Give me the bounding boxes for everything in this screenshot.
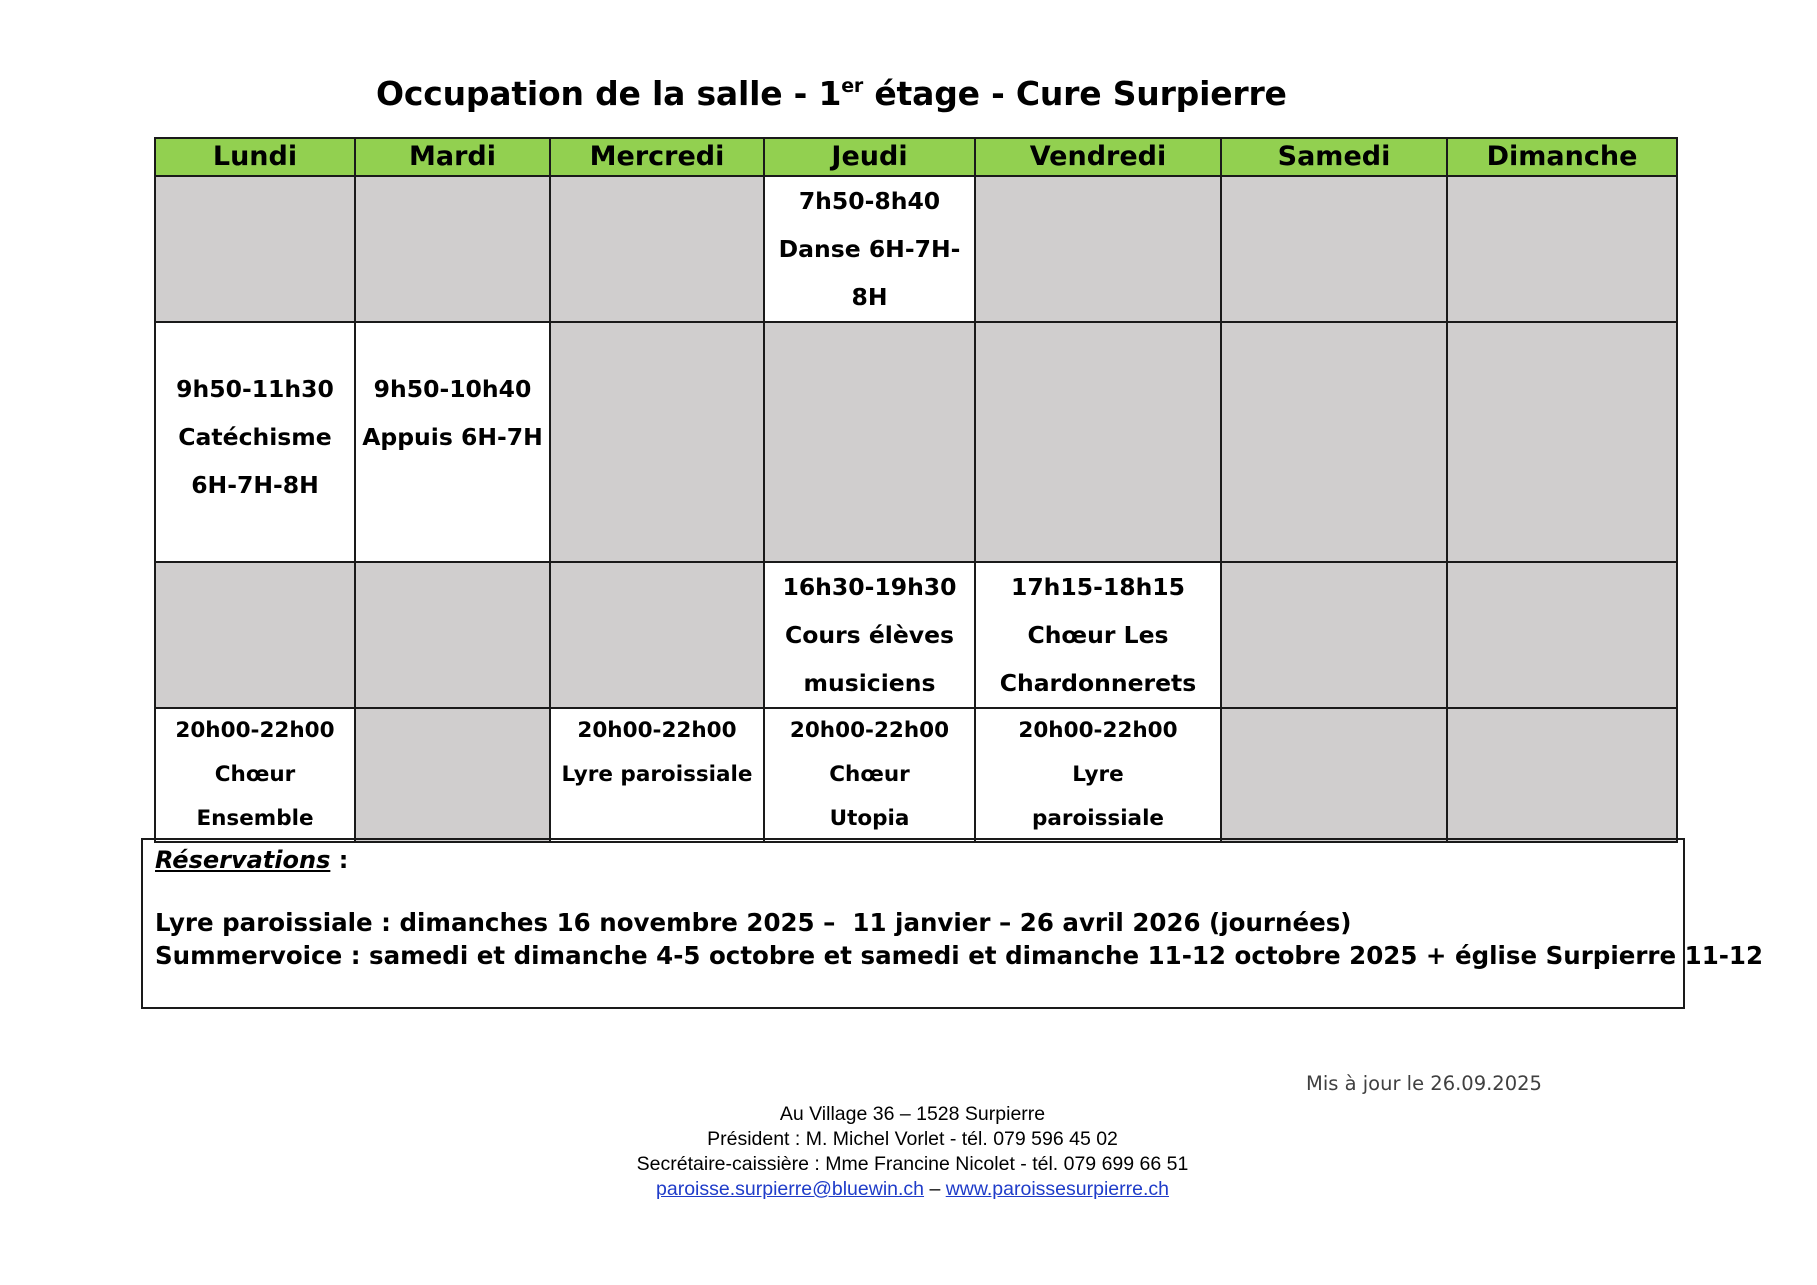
slot-line: Lyre (1072, 762, 1124, 787)
slot-line: paroissiale (1031, 806, 1165, 831)
slot-line: Chœur (829, 762, 910, 787)
day-header: Mardi (355, 138, 550, 176)
schedule-slot (764, 562, 975, 708)
slot-line: musiciens (803, 669, 936, 697)
empty-slot (1221, 562, 1447, 708)
empty-slot (1447, 322, 1677, 562)
slot-content (356, 323, 549, 561)
slot-line: Catéchisme (178, 423, 332, 451)
slot-content (976, 709, 1220, 841)
empty-slot (1221, 176, 1447, 322)
empty-slot (1447, 562, 1677, 708)
schedule-slot (155, 708, 355, 842)
day-header: Vendredi (975, 138, 1221, 176)
schedule-slot (764, 708, 975, 842)
slot-line: Danse 6H-7H- (778, 235, 961, 263)
schedule-slot (355, 322, 550, 562)
day-header: Samedi (1221, 138, 1447, 176)
schedule-row (155, 322, 1677, 562)
day-header-row (155, 138, 1677, 176)
reservations-box (141, 838, 1764, 1009)
day-header: Dimanche (1447, 138, 1677, 176)
empty-slot (1221, 322, 1447, 562)
slot-line: 17h15-18h15 (1010, 573, 1186, 601)
slot-line: 20h00-22h00 (1018, 718, 1178, 743)
slot-line: Cours élèves (784, 621, 955, 649)
website-link[interactable]: www.paroissesurpierre.ch (945, 1178, 1169, 1200)
slot-line: Chardonnerets (999, 669, 1197, 697)
schedule-slot (155, 322, 355, 562)
footer-president: Président : M. Michel Vorlet - tél. 079 596 45 02 (707, 1128, 1118, 1150)
slot-line: Chœur Les (1027, 621, 1169, 649)
schedule-row (155, 562, 1677, 708)
last-updated: Mis à jour le 26.09.2025 (1306, 1072, 1542, 1095)
slot-content (156, 709, 354, 841)
slot-line: Utopia (829, 806, 910, 831)
empty-slot (550, 322, 764, 562)
slot-content (156, 323, 354, 561)
reservations-heading: Réservations : (155, 846, 349, 874)
reservation-line: Summervoice : samedi et dimanche 4-5 octobre et samedi et dimanche 11-12 octobre 2025 + église Surpierre 11-12 (155, 941, 1764, 970)
slot-line: 20h00-22h00 (789, 718, 950, 743)
schedule-row (155, 708, 1677, 842)
schedule-table (154, 137, 1678, 843)
slot-line: 20h00-22h00 (577, 718, 737, 743)
slot-content (765, 177, 974, 321)
empty-slot (355, 562, 550, 708)
slot-line: 9h50-10h40 (373, 375, 532, 403)
schedule-slot (975, 708, 1221, 842)
schedule-slot (975, 562, 1221, 708)
empty-slot (1221, 708, 1447, 842)
slot-line: 9h50-11h30 (176, 375, 334, 403)
footer (0, 1102, 1817, 1202)
slot-line: Chœur (214, 762, 296, 787)
schedule-slot (764, 176, 975, 322)
slot-content (765, 709, 974, 841)
empty-slot (764, 322, 975, 562)
slot-line: 8H (851, 283, 888, 311)
empty-slot (355, 708, 550, 842)
reservation-line: Lyre paroissiale : dimanches 16 novembre 2025 – 11 janvier – 26 avril 2026 (journées) (155, 908, 1352, 937)
day-header: Mercredi (550, 138, 764, 176)
slot-line: Appuis 6H-7H (362, 423, 543, 451)
empty-slot (155, 176, 355, 322)
page-title: Occupation de la salle - 1er étage - Cure Surpierre (376, 74, 1287, 113)
schedule-row (155, 176, 1677, 322)
empty-slot (975, 176, 1221, 322)
slot-content (551, 709, 763, 841)
slot-line: 7h50-8h40 (798, 187, 941, 215)
footer-links: paroisse.surpierre@bluewin.ch – www.paroissesurpierre.ch (656, 1178, 1169, 1200)
footer-address: Au Village 36 – 1528 Surpierre (779, 1103, 1046, 1125)
empty-slot (550, 176, 764, 322)
empty-slot (975, 322, 1221, 562)
slot-line: 6H-7H-8H (191, 471, 319, 499)
schedule-slot (550, 708, 764, 842)
empty-slot (1447, 176, 1677, 322)
slot-content (765, 563, 974, 707)
slot-line: 16h30-19h30 (782, 573, 957, 601)
slot-line: Ensemble (196, 806, 314, 831)
empty-slot (550, 562, 764, 708)
empty-slot (355, 176, 550, 322)
slot-line: 20h00-22h00 (175, 718, 335, 743)
email-link[interactable]: paroisse.surpierre@bluewin.ch (656, 1178, 925, 1200)
slot-line: Lyre paroissiale (561, 762, 753, 787)
day-header: Jeudi (764, 138, 975, 176)
empty-slot (1447, 708, 1677, 842)
slot-content (976, 563, 1220, 707)
empty-slot (155, 562, 355, 708)
day-header: Lundi (155, 138, 355, 176)
footer-secretary: Secrétaire-caissière : Mme Francine Nicolet - tél. 079 699 66 51 (636, 1153, 1189, 1175)
